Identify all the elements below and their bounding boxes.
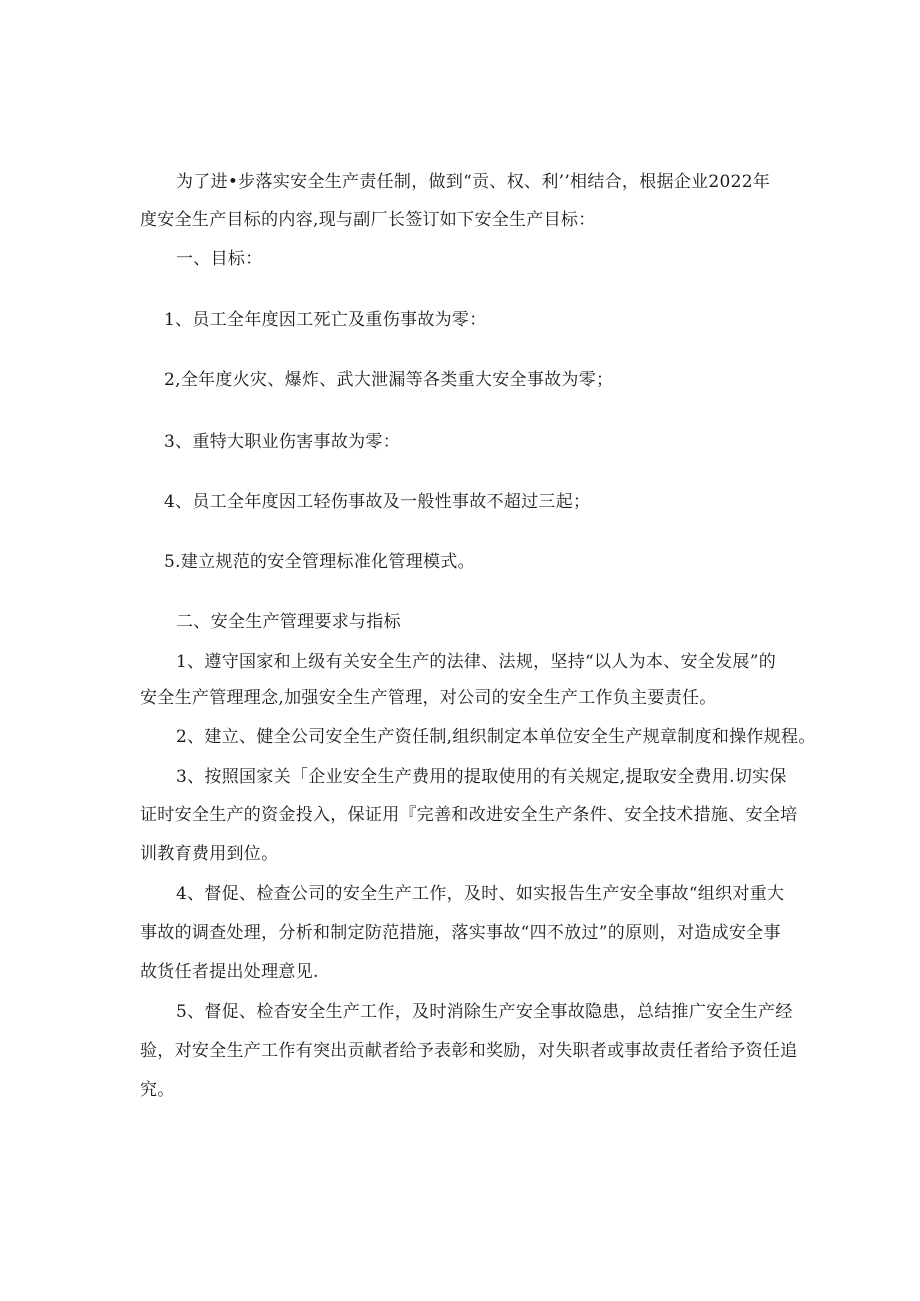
requirement-4-line-2: 事故的调查处理，分析和制定防范措施，落实事故“四不放过”的原则，对造成安全事 xyxy=(140,923,781,943)
target-item-4: 4、员工全年度因工轻伤事故及一般性事故不超过三起； xyxy=(164,492,591,512)
requirement-1-line-1: 1、遵守国家和上级有关安全生产的法律、法规，坚持“以人为本、安全发展”的 xyxy=(176,652,776,672)
target-item-3: 3、重特大职业伤害事故为零： xyxy=(164,432,401,452)
requirement-2-line-1: 2、建立、健全公司安全生产资任制,组织制定本单位安全生产规章制度和操作规程。 xyxy=(176,727,816,747)
intro-paragraph-line-1: 为了进•步落实安全生产责任制，做到“贡、权、利’’相结合，根据企业2022年 xyxy=(176,172,771,192)
requirement-5-line-3: 究。 xyxy=(140,1080,175,1100)
requirement-3-line-3: 训教育费用到位。 xyxy=(140,844,279,864)
target-item-2: 2,全年度火灾、爆炸、武大泄漏等各类重大安全事故为零； xyxy=(164,370,614,390)
requirement-4-line-3: 故货任者提出处理意见. xyxy=(140,962,319,982)
requirement-3-line-1: 3、按照国家关「企业安全生产费用的提取使用的有关规定,提取安全费用.切实保 xyxy=(176,767,787,787)
intro-paragraph-line-2: 度安全生产目标的内容,现与副厂长签订如下安全生产目标： xyxy=(140,210,596,230)
target-item-1: 1、员工全年度因工死亡及重伤事故为零： xyxy=(164,310,487,330)
requirement-5-line-2: 验，对安全生产工作有突出贡献者给予表彰和奖励，对失职者或事故责任者给予资任追 xyxy=(140,1041,798,1061)
requirement-3-line-2: 证时安全生产的资金投入，保证用『完善和改进安全生产条件、安全技术措施、安全培 xyxy=(140,805,798,825)
target-item-5: 5.建立规范的安全管理标准化管理模式。 xyxy=(164,552,475,572)
requirement-4-line-1: 4、督促、检查公司的安全生产工作，及时、如实报告生产安全事故“组织对重大 xyxy=(176,884,785,904)
section-1-heading: 一、目标： xyxy=(176,249,263,269)
section-2-heading: 二、安全生产管理要求与指标 xyxy=(176,612,401,632)
requirement-5-line-1: 5、督促、检杳安全生产工作，及时消除生产安全事故隐患，总结推广安全生产经 xyxy=(176,1002,793,1022)
requirement-1-line-2: 安全生产管理理念,加强安全生产管理，对公司的安全生产工作负主要责任。 xyxy=(140,688,717,708)
